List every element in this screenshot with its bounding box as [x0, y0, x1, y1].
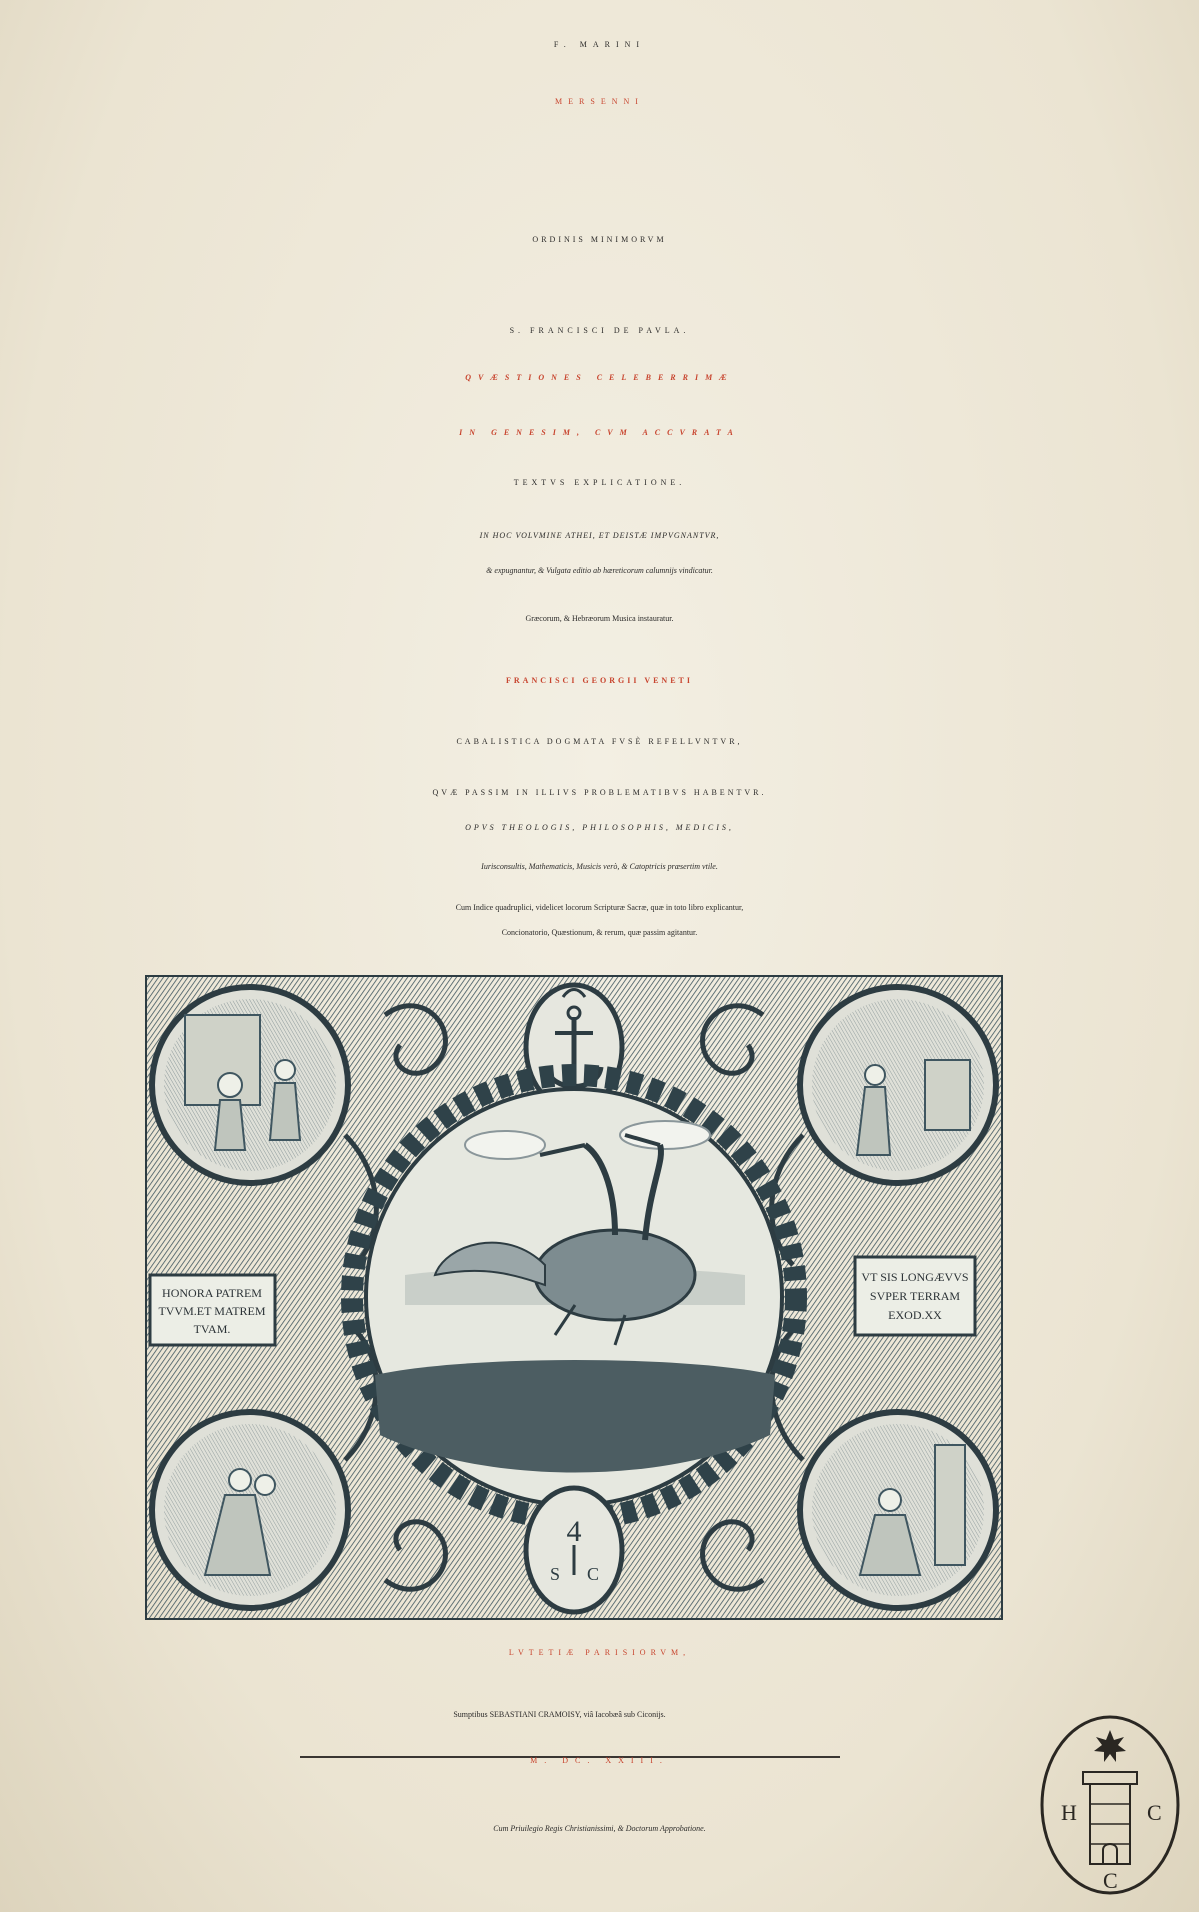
title-line-1: QVÆSTIONES CELEBERRIMÆ	[465, 373, 734, 382]
stamp-letter-c-bottom: C	[1103, 1868, 1118, 1893]
monogram-cartouche	[526, 1488, 622, 1612]
index-line-2: Concionatorio, Quæstionum, & rerum, quæ passim agitantur.	[501, 928, 698, 937]
imprint-privilege: Cum Priuilegio Regis Christianissimi, & Doctorum Approbatione.	[493, 1824, 706, 1833]
star-icon	[1094, 1730, 1126, 1762]
stamp-letter-c-right: C	[1147, 1800, 1162, 1825]
author-name: MERSENNI	[555, 97, 644, 106]
author-prefix: F. MARINI	[553, 40, 646, 49]
cabala-line: CABALISTICA DOGMATA FVSÈ REFELLVNTVR,	[456, 737, 743, 746]
problems-line: QVÆ PASSIM IN ILLIVS PROBLEMATIBVS HABENTVR.	[432, 788, 767, 797]
right-panel-line-1: VT SIS LONGÆVVS	[861, 1270, 969, 1284]
left-panel-line-3: TVAM.	[193, 1322, 231, 1336]
engraved-device	[145, 975, 1003, 1620]
left-panel-line-2: TVVM.ET MATREM	[158, 1304, 266, 1318]
roundel-bottom-right	[800, 1412, 996, 1608]
imprint-publisher: Sumptibus SEBASTIANI CRAMOISY, viâ Iacobæâ sub Ciconijs.	[453, 1710, 666, 1719]
monogram-s: S	[549, 1564, 561, 1584]
order-line: ORDINIS MINIMORVM	[532, 235, 667, 244]
music-line: Græcorum, & Hebræorum Musica instauratur.	[525, 614, 674, 623]
roundel-top-left	[152, 987, 348, 1183]
left-inscription-panel	[150, 1275, 275, 1345]
left-panel-line-1: HONORA PATREM	[162, 1286, 262, 1300]
roundel-top-right	[800, 987, 996, 1183]
library-stamp	[1035, 1710, 1185, 1900]
title-line-2: IN GENESIM, CVM ACCVRATA	[459, 428, 740, 437]
imprint-year: M. DC. XXIII.	[530, 1756, 669, 1765]
monogram-four: 4	[566, 1515, 582, 1548]
audience-line-2: Iurisconsultis, Mathematicis, Musicis verò, & Catoptricis præsertim vtile.	[481, 862, 718, 871]
index-line-1: Cum Indice quadruplici, videlicet locorum Scripturæ Sacræ, quæ in toto libro explicantur,	[455, 903, 744, 912]
audience-line-1: OPVS THEOLOGIS, PHILOSOPHIS, MEDICIS,	[465, 823, 734, 832]
roundel-bottom-left	[152, 1412, 348, 1608]
monogram-c: C	[586, 1564, 600, 1584]
stamp-letter-h: H	[1061, 1800, 1077, 1825]
right-panel-line-3: EXOD.XX	[888, 1308, 942, 1322]
georgius-line: FRANCISCI GEORGII VENETI	[506, 676, 693, 685]
right-panel-line-2: SVPER TERRAM	[869, 1289, 961, 1303]
title-line-3: TEXTVS EXPLICATIONE.	[513, 478, 686, 487]
subtitle-line-1: IN HOC VOLVMINE ATHEI, ET DEISTÆ IMPVGNANTVR,	[479, 531, 720, 540]
subtitle-line-2: & expugnantur, & Vulgata editio ab hæreticorum calumnijs vindicatur.	[486, 566, 713, 575]
order-founder-line: S. FRANCISCI DE PAVLA.	[509, 326, 690, 335]
imprint-place: LVTETIÆ PARISIORVM,	[508, 1648, 691, 1657]
right-inscription-panel	[855, 1257, 975, 1335]
